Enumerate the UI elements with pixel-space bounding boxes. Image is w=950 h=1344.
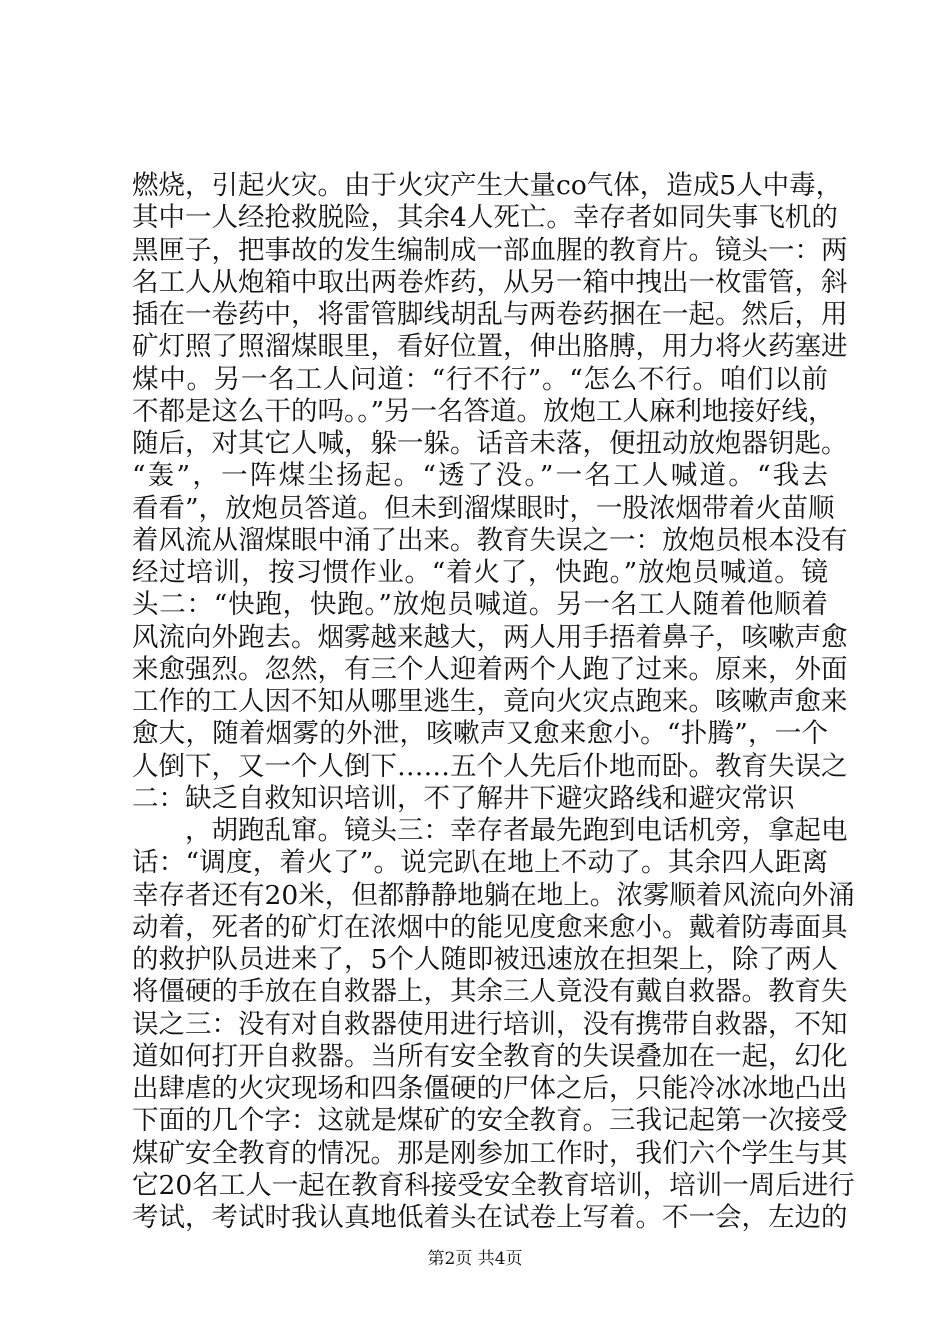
text-line: “轰”，一阵煤尘扬起。“透了没。”一名工人喊道。“我去 <box>132 460 828 492</box>
text-line: 风流向外跑去。烟雾越来越大，两人用手捂着鼻子，咳嗽声愈 <box>132 621 848 653</box>
text-line: 人倒下，又一个人倒下……五个人先后仆地而卧。教育失误之 <box>132 750 848 782</box>
text-line: 矿灯照了照溜煤眼里，看好位置，伸出胳膊，用力将火药塞进 <box>132 331 848 363</box>
text-line: 煤矿安全教育的情况。那是刚参加工作时，我们六个学生与其 <box>132 1137 848 1169</box>
text-line: 燃烧，引起火灾。由于火灾产生大量co气体，造成5人中毒， <box>132 170 843 201</box>
text-line: 的救护队员进来了，5个人随即被迅速放在担架上，除了两人 <box>132 944 838 975</box>
text-line: 插在一卷药中，将雷管脚线胡乱与两卷药捆在一起。然后，用 <box>132 299 848 330</box>
text-line: 不都是这么干的吗。。”另一名答道。放炮工人麻利地接好线， <box>132 395 835 427</box>
text-line: 误之三：没有对自救器使用进行培训，没有携带自救器，不知 <box>132 1008 848 1040</box>
page-number: 第2页 共4页 <box>427 1249 523 1269</box>
text-line: 将僵硬的手放在自救器上，其余三人竟没有戴自救器。教育失 <box>132 976 848 1008</box>
text-line: 话：“调度，着火了”。说完趴在地上不动了。其余四人距离 <box>132 847 828 879</box>
text-line: 头二：“快跑，快跑。”放炮员喊道。另一名工人随着他顺着 <box>132 589 828 621</box>
text-line: 道如何打开自救器。当所有安全教育的失误叠加在一起，幻化 <box>132 1040 848 1072</box>
text-line: 下面的几个字：这就是煤矿的安全教育。三我记起第一次接受 <box>132 1105 848 1137</box>
text-line: 动着，死者的矿灯在浓烟中的能见度愈来愈小。戴着防毒面具 <box>132 911 848 943</box>
text-line: 经过培训，按习惯作业。“着火了，快跑。”放炮员喊道。镜 <box>132 557 828 588</box>
text-line: 名工人从炮箱中取出两卷炸药，从另一箱中拽出一枚雷管，斜 <box>132 266 848 298</box>
text-line: 着风流从溜煤眼中涌了出来。教育失误之一：放炮员根本没有 <box>132 524 848 556</box>
text-line: 愈大，随着烟雾的外泄，咳嗽声又愈来愈小。“扑腾”，一个 <box>132 718 828 750</box>
text-line: 它20名工人一起在教育科接受安全教育培训，培训一周后进行 <box>132 1169 855 1201</box>
text-line: 幸存者还有20米，但都静静地躺在地上。浓雾顺着风流向外涌 <box>132 879 855 911</box>
text-line: 工作的工人因不知从哪里逃生，竟向火灾点跑来。咳嗽声愈来 <box>132 686 848 717</box>
page-footer <box>0 1244 950 1269</box>
text-line: 出肆虐的火灾现场和四条僵硬的尸体之后，只能冷冰冰地凸出 <box>132 1073 848 1104</box>
text-line: 黑匣子，把事故的发生编制成一部血腥的教育片。镜头一：两 <box>132 234 848 266</box>
document-body <box>132 170 855 1234</box>
text-line: 随后，对其它人喊，躲一躲。话音未落，便扭动放炮器钥匙。 <box>132 428 848 459</box>
text-line: 其中一人经抢救脱险，其余4人死亡。幸存者如同失事飞机的 <box>132 202 838 234</box>
text-line: 来愈强烈。忽然，有三个人迎着两个人跑了过来。原来，外面 <box>132 653 848 685</box>
text-line: 看看”，放炮员答道。但未到溜煤眼时，一股浓烟带着火苗顺 <box>132 492 835 524</box>
text-line: ，胡跑乱窜。镜头三：幸存者最先跑到电话机旁，拿起电 <box>132 815 848 846</box>
text-line: 考试，考试时我认真地低着头在试卷上写着。不一会，左边的 <box>132 1202 848 1233</box>
text-line: 煤中。另一名工人问道：“行不行”。“怎么不行。咱们以前 <box>132 363 828 395</box>
text-line: 二：缺乏自救知识培训，不了解井下避灾路线和避灾常识 <box>132 782 795 814</box>
